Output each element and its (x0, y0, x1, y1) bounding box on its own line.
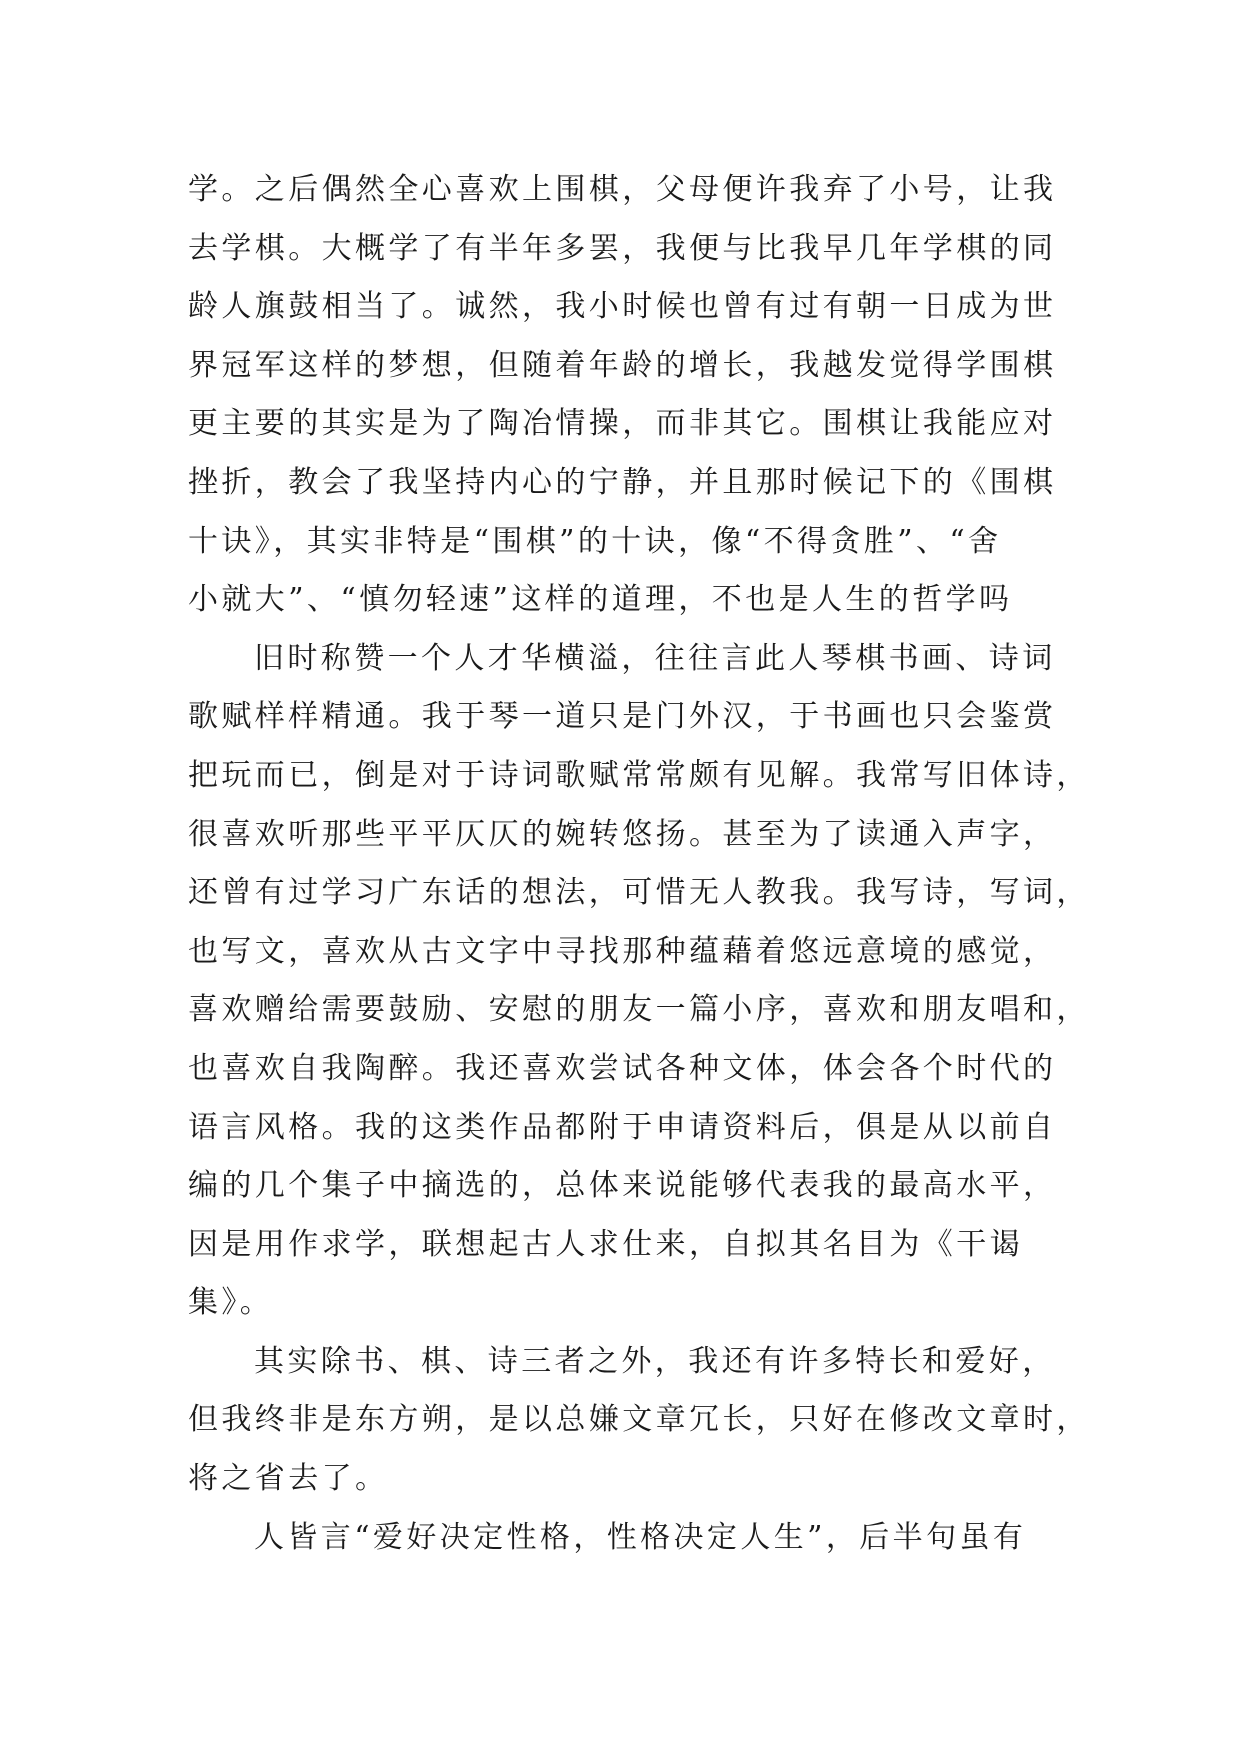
text-line: 编的几个集子中摘选的，总体来说能够代表我的最高水平， (188, 1168, 1057, 1204)
text-line: 把玩而已，倒是对于诗词歌赋常常颇有见解。我常写旧体诗， (188, 757, 1090, 793)
text-line: 学。之后偶然全心喜欢上围棋，父母便许我弃了小号，让我 (188, 172, 1057, 207)
paragraph-start-line: 旧时称赞一个人才华横溢，往往言此人琴棋书画、诗词 (254, 640, 1056, 676)
text-line: 喜欢赠给需要鼓励、安慰的朋友一篇小序，喜欢和朋友唱和， (188, 992, 1090, 1028)
text-line: 界冠军这样的梦想，但随着年龄的增长，我越发觉得学围棋 (188, 347, 1057, 383)
text-line: 还曾有过学习广东话的想法，可惜无人教我。我写诗，写词， (188, 875, 1090, 911)
text-line: 十诀》，其实非特是“围棋”的十诀，像“不得贪胜”、“舍 (188, 523, 1002, 559)
text-line: 龄人旗鼓相当了。诚然，我小时候也曾有过有朝一日成为世 (188, 289, 1057, 325)
text-line: 也写文，喜欢从古文字中寻找那种蕴藉着悠远意境的感觉， (188, 933, 1057, 969)
text-line: 挫折，教会了我坚持内心的宁静，并且那时候记下的《围棋 (188, 464, 1057, 500)
text-line: 集》。 (188, 1285, 274, 1321)
text-line: 小就大”、“慎勿轻速”这样的道理，不也是人生的哲学吗 (188, 582, 1013, 618)
document-body (188, 161, 1090, 1567)
text-line: 语言风格。我的这类作品都附于申请资料后，俱是从以前自 (188, 1109, 1057, 1145)
text-line: 歌赋样样精通。我于琴一道只是门外汉，于书画也只会鉴赏 (188, 699, 1057, 735)
text-line: 将之省去了。 (188, 1461, 389, 1497)
text-line: 去学棋。大概学了有半年多罢，我便与比我早几年学棋的同 (188, 230, 1057, 266)
text-line: 因是用作求学，联想起古人求仕来，自拟其名目为《干谒 (188, 1226, 1023, 1262)
text-line: 很喜欢听那些平平仄仄的婉转悠扬。甚至为了读通入声字， (188, 816, 1057, 852)
paragraph-start-line: 其实除书、棋、诗三者之外，我还有许多特长和爱好， (254, 1343, 1056, 1379)
text-line: 但我终非是东方朔，是以总嫌文章冗长，只好在修改文章时， (188, 1402, 1090, 1438)
paragraph-start-line: 人皆言“爱好决定性格，性格决定人生”，后半句虽有 (254, 1519, 1027, 1555)
text-line: 也喜欢自我陶醉。我还喜欢尝试各种文体，体会各个时代的 (188, 1050, 1057, 1086)
text-line: 更主要的其实是为了陶冶情操，而非其它。围棋让我能应对 (188, 406, 1057, 442)
